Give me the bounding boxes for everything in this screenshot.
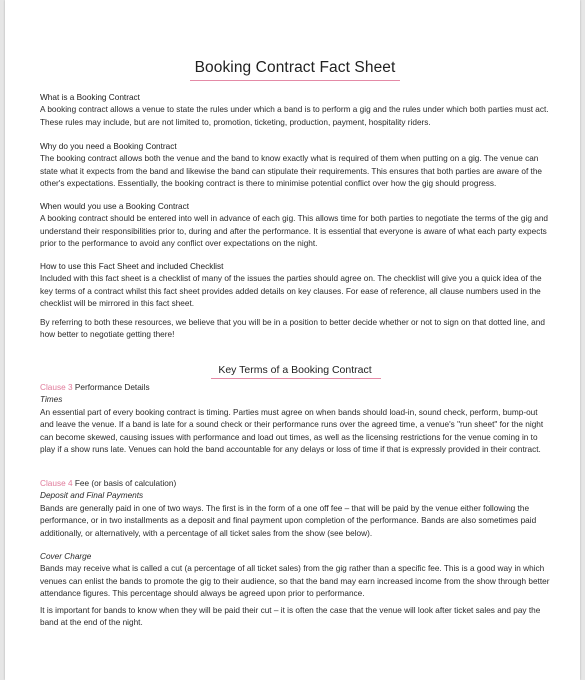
title-underline (190, 80, 400, 81)
section-heading: When would you use a Booking Contract (40, 202, 190, 211)
closing-text: By referring to both these resources, we believe that you will be in a position to better decide whether or not to sign on that dotted line, and how better to negotiate getting there! (40, 318, 545, 340)
section-when (40, 201, 552, 251)
clause-body: Bands may receive what is called a cut (a percentage of all ticket sales) from the gig rather than a specific fee. This is a good way in which venues can enlist the bands to promote the gig to their audience, so that the band may earn increased income from the show through better attendance figures. This percentage should always be agreed upon prior to performance. (40, 564, 550, 599)
section-heading: What is a Booking Contract (40, 93, 140, 102)
clause-body: An essential part of every booking contract is timing. Parties must agree on when bands should load-in, sound check, perform, bump-out and leave the venue. If a band is late for a sound check or their performance runs over the agreed time, a venue's "run sheet" for the night can become skewed, causing issues with performance and load out times, as well as the licensing restrictions for the venue coming in to play if a show runs late. Venues can hold the band accountable for any delays or loss of time if that is expressly provided in their contract. (40, 407, 544, 455)
section-body: Included with this fact sheet is a checklist of many of the issues the parties should agree on. The checklist will give you a quick idea of the key terms of a contract whilst this fact sheet provides added details on key clauses. For ease of reference, all clause numbers used in the checklist will be mirrored in this fact sheet. (40, 274, 542, 309)
clause-number: Clause 4 (40, 479, 73, 488)
clause-4-section (40, 478, 552, 540)
section-why (40, 141, 552, 191)
section-body: A booking contract should be entered into well in advance of each gig. This allows time for both parties to negotiate the terms of the gig and understand their responsibilities prior to, during and after the performance. It is essential that everyone is aware of what each party expects prior to the performance to avoid any conflict over expectations on the night. (40, 214, 548, 249)
closing-paragraph (40, 317, 552, 342)
section-body: A booking contract allows a venue to state the rules under which a band is to perform a gig and the rules under which both parties must act. These rules may include, but are not limited to, promotion, ticketing, production, payment, hospitality riders. (40, 105, 549, 127)
clause-subheading: Deposit and Final Payments (40, 491, 144, 501)
payment-timing-paragraph (40, 605, 552, 630)
clause-3-section (40, 382, 552, 456)
clause-body: Bands are generally paid in one of two ways. The first is in the form of a one off fee – that will be paid by the venue either following the performance, or in two installments as a deposit and final payment upon completion of the performance. Bands are also sometimes paid additionally, or alternatively, with a percentage of all ticket sales from the show (see below). (40, 503, 537, 538)
clause-number: Clause 3 (40, 383, 73, 392)
clause-subheading: Times (40, 395, 63, 405)
section-what-is (40, 92, 552, 129)
section-body: The booking contract allows both the venue and the band to know exactly what is required of them when putting on a gig. The venue can state what it expects from the band and likewise the band can stipulate their requirements. This ensures that both parties are aware of the other's expectations. Essentially, the booking contract is there to minimise potential conflict over how the gig should progress. (40, 154, 543, 189)
clause-name: Fee (or basis of calculation) (74, 479, 177, 488)
key-terms-underline (211, 378, 381, 379)
section-how-to-use (40, 261, 552, 311)
key-terms-title: Key Terms of a Booking Contract (218, 364, 372, 376)
cover-charge-section (40, 551, 552, 601)
clause-heading (40, 478, 552, 490)
clause-body: It is important for bands to know when they will be paid their cut – it is often the case that the venue will look after ticket sales and pay the band at the end of the night. (40, 606, 541, 628)
page-title: Booking Contract Fact Sheet (194, 59, 396, 76)
clause-heading (40, 382, 552, 394)
clause-name: Performance Details (74, 383, 150, 392)
section-heading: How to use this Fact Sheet and included Checklist (40, 262, 224, 271)
document-page (5, 0, 580, 680)
section-heading: Why do you need a Booking Contract (40, 142, 177, 151)
clause-subheading: Cover Charge (40, 552, 92, 561)
